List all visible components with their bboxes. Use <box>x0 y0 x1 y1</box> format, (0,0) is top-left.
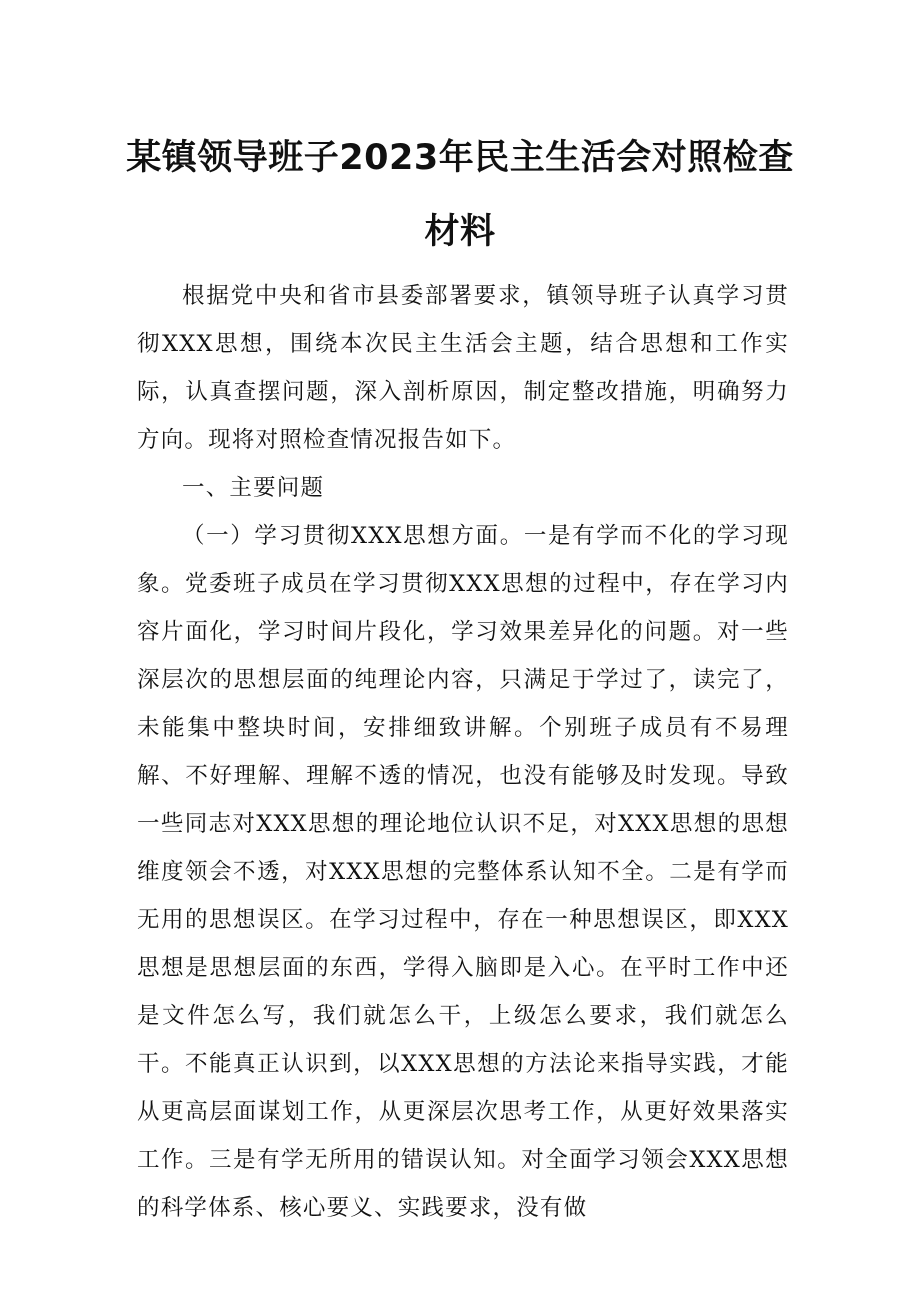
section-heading-main-problems: 一、主要问题 <box>182 475 325 501</box>
intro-paragraph: 根据党中央和省市县委部署要求，镇领导班子认真学习贯彻XXX思想，围绕本次民主生活会主题，结合思想和工作实际，认真查摆问题，深入剖析原因，制定整改措施，明确努力方向。现将对照检查情况报告如下。 <box>137 283 789 453</box>
document-title-line-2: 材料 <box>424 212 496 252</box>
section-paragraph-study: （一）学习贯彻XXX思想方面。一是有学而不化的学习现象。党委班子成员在学习贯彻XXX思想的过程中，存在学习内容片面化，学习时间片段化，学习效果差异化的问题。对一些深层次的思想层面的纯理论内容，只满足于学过了，读完了，未能集中整块时间，安排细致讲解。个别班子成员有不易理解、不好理解、理解不透的情况，也没有能够及时发现。导致一些同志对XXX思想的理论地位认识不足，对XXX思想的思想维度领会不透，对XXX思想的完整体系认知不全。二是有学而无用的思想误区。在学习过程中，存在一种思想误区，即XXX思想是思想层面的东西，学得入脑即是入心。在平时工作中还是文件怎么写，我们就怎么干，上级怎么要求，我们就怎么干。不能真正认识到，以XXX思想的方法论来指导实践，才能从更高层面谋划工作，从更深层次思考工作，从更好效果落实工作。三是有学无所用的错误认知。对全面学习领会XXX思想的科学体系、核心要义、实践要求，没有做 <box>137 523 789 1221</box>
document-title-line-1: 某镇领导班子2023年民主生活会对照检查 <box>126 138 794 178</box>
document-body <box>137 272 789 1232</box>
